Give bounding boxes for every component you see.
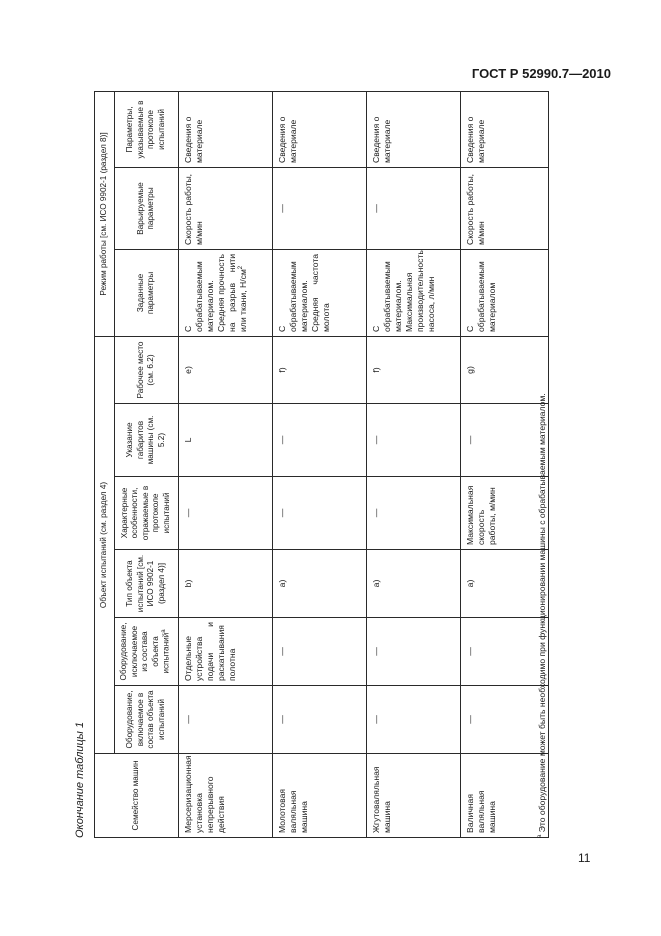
cell-variable-parameters: — — [272, 168, 366, 250]
cell-family: Валичная валяльная машина — [460, 754, 548, 838]
header-test-object-group: Объект испытаний (см. раздел 4) — [95, 337, 115, 754]
cell-set-parameters: С обрабатываемым материалом — [460, 250, 548, 337]
table-row — [366, 91, 460, 837]
cell-family: Жгутоваляльная машина — [366, 754, 460, 838]
cell-included: — — [366, 686, 460, 754]
footnote-marker: а — [161, 629, 168, 633]
cell-object-type: a) — [272, 550, 366, 618]
header-variable-parameters: Варьируемые параметры — [114, 168, 178, 250]
cell-dimensions: — — [460, 404, 548, 477]
cell-included: — — [272, 686, 366, 754]
cell-object-type: b) — [178, 550, 272, 618]
header-dimensions: Указание габаритов машины (см. 5.2) — [114, 404, 178, 477]
cell-included: — — [460, 686, 548, 754]
cell-dimensions: — — [272, 404, 366, 477]
header-family: Семейство машин — [95, 754, 179, 838]
header-report-parameters: Параметры, указываемые в протоколе испытаний — [114, 91, 178, 167]
cell-excluded: Отдельные устройства подачи и раскатывания полотна — [178, 618, 272, 686]
cell-set-parameters: С обрабатываемым материалом. Максимальная производительность насоса, л/мин — [366, 250, 460, 337]
cell-dimensions: — — [366, 404, 460, 477]
cell-excluded: — — [460, 618, 548, 686]
header-workplace: Рабочее место (см. 6.2) — [114, 337, 178, 404]
cell-variable-parameters: — — [366, 168, 460, 250]
cell-features: — — [366, 477, 460, 550]
cell-family: Молотовая валяльная машина — [272, 754, 366, 838]
cell-workplace: g) — [460, 337, 548, 404]
header-set-parameters: Заданные параметры — [114, 250, 178, 337]
table-row — [272, 91, 366, 837]
cell-dimensions: L — [178, 404, 272, 477]
cell-set-parameters: С обрабатываемым материалом. Средняя прочность на разрыв нити или ткани, $Н/см^2$ — [178, 250, 272, 337]
page-number: 11 — [578, 851, 591, 865]
rotated-table-block — [67, 92, 588, 838]
cell-report-parameters: Сведения о материале — [272, 91, 366, 167]
cell-variable-parameters: Скорость работы, м/мин — [178, 168, 272, 250]
table-row — [178, 91, 272, 837]
cell-variable-parameters: Скорость работы, м/мин — [460, 168, 548, 250]
cell-workplace: e) — [178, 337, 272, 404]
table-row — [460, 91, 548, 837]
cell-features: Максимальная скорость работы, м/мин — [460, 477, 548, 550]
cell-excluded: — — [366, 618, 460, 686]
footnote-text: Это оборудование может быть необходимо при функционировании машины с обрабатываемым материалом. — [537, 393, 547, 833]
cell-workplace: f) — [272, 337, 366, 404]
cell-object-type: a) — [366, 550, 460, 618]
footnote-mark: а — [537, 834, 544, 838]
cell-family: Мерсеризационная установка непрерывного действия — [178, 754, 272, 838]
group-header-row — [95, 91, 115, 837]
cell-report-parameters: Сведения о материале — [460, 91, 548, 167]
cell-set-parameters: С обрабатываемым материалом. Средняя частота молота — [272, 250, 366, 337]
table-footnote — [537, 92, 547, 838]
cell-features: — — [272, 477, 366, 550]
header-excluded: Оборудование, исключаемое из состава объекта испытаний$^а$ — [114, 618, 178, 686]
cell-features: — — [178, 477, 272, 550]
standard-header: ГОСТ Р 52990.7—2010 — [471, 66, 611, 81]
header-features: Характерные особенности, отражаемые в протоколе испытаний — [114, 477, 178, 550]
header-included: Оборудование, включаемое в состав объекта испытаний — [114, 686, 178, 754]
header-operating-mode-group: Режим работы [см. ИСО 9902-1 (раздел 8)] — [95, 91, 115, 336]
cell-report-parameters: Сведения о материале — [178, 91, 272, 167]
cell-object-type: a) — [460, 550, 548, 618]
column-header-row — [114, 91, 178, 837]
table-caption: Окончание таблицы 1 — [74, 721, 86, 838]
cell-excluded: — — [272, 618, 366, 686]
header-object-type: Тип объекта испытаний [см. ИСО 9902-1 (раздел 4)] — [114, 550, 178, 618]
cell-report-parameters: Сведения о материале — [366, 91, 460, 167]
cell-included: — — [178, 686, 272, 754]
cell-workplace: f) — [366, 337, 460, 404]
machine-families-table — [94, 91, 549, 838]
